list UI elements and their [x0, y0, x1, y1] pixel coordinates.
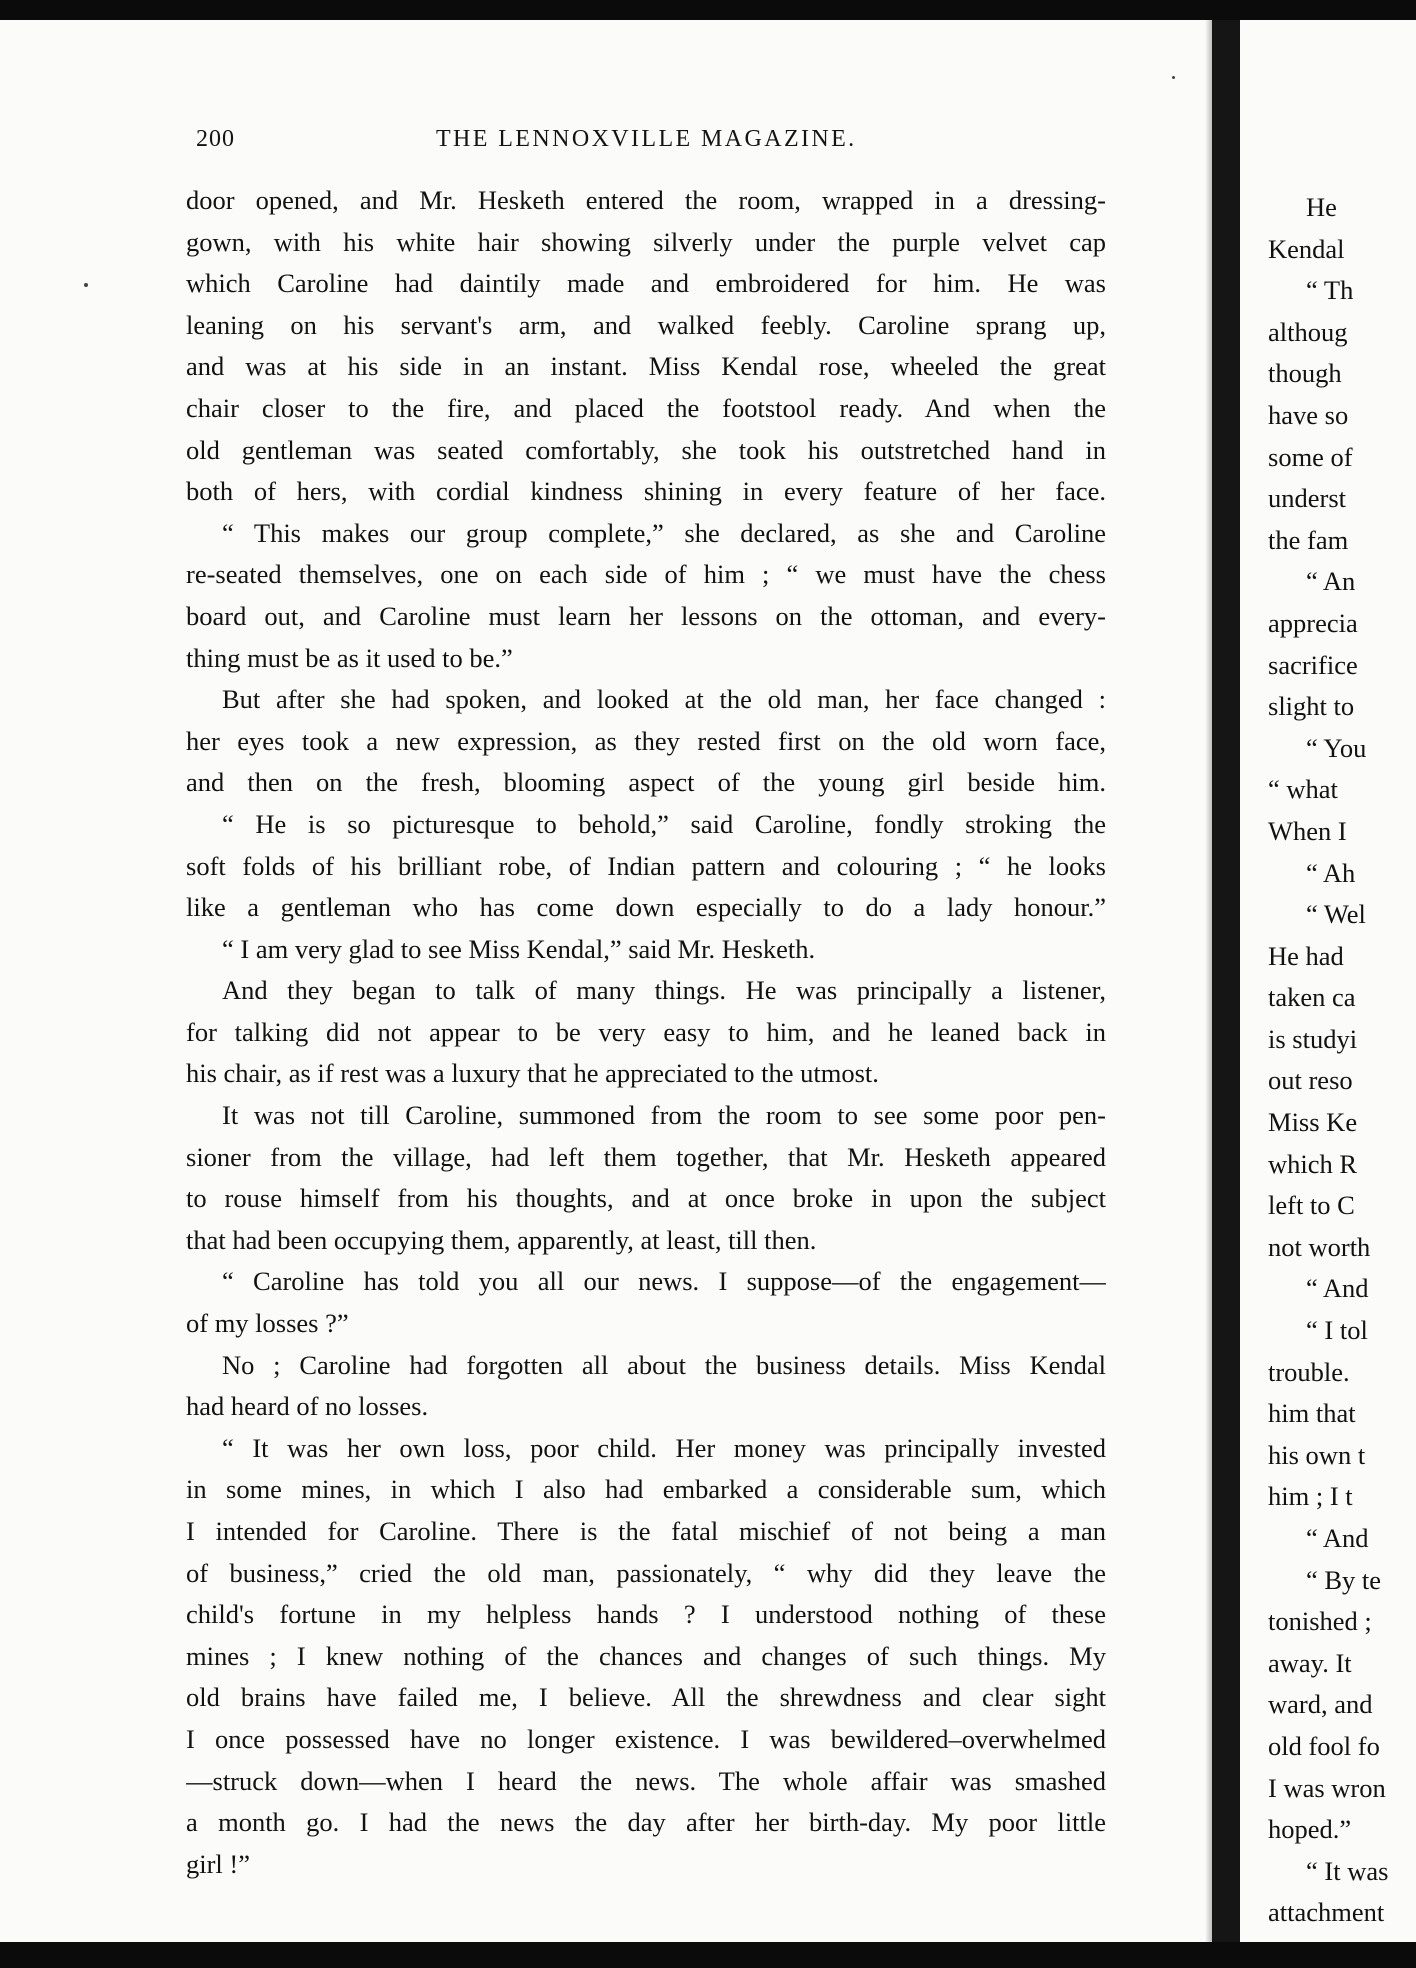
- fragment-line: “ By te: [1306, 1564, 1382, 1595]
- fragment-line: underst: [1268, 483, 1347, 514]
- text-line: like a gentleman who has come down especially to do a lady honour.”: [186, 892, 1106, 923]
- text-line: his chair, as if rest was a luxury that he appreciated to the utmost.: [186, 1058, 879, 1089]
- text-line: gown, with his white hair showing silverly under the purple velvet cap: [186, 226, 1106, 257]
- text-line: “ Caroline has told you all our news. I suppose—of the engagement—: [222, 1266, 1106, 1297]
- book-gutter: [1212, 20, 1240, 1942]
- text-line: to rouse himself from his thoughts, and at once broke in upon the subject: [186, 1183, 1106, 1214]
- fragment-line: his own t: [1268, 1439, 1366, 1470]
- text-line: But after she had spoken, and looked at the old man, her face changed :: [222, 684, 1106, 715]
- text-line: —struck down—when I heard the news. The whole affair was smashed: [186, 1765, 1106, 1796]
- text-line: which Caroline had daintily made and embroidered for him. He was: [186, 268, 1106, 299]
- fragment-line: “ You: [1306, 732, 1367, 763]
- fragment-line: He had: [1268, 940, 1344, 971]
- text-line: soft folds of his brilliant robe, of Indian pattern and colouring ; “ he looks: [186, 850, 1106, 881]
- fragment-line: the fam: [1268, 524, 1349, 555]
- fragment-line: “ Ah: [1306, 857, 1356, 888]
- right-page-text-fragments: [1268, 187, 1416, 1934]
- text-line: of business,” cried the old man, passionately, “ why did they leave the: [186, 1557, 1106, 1588]
- fragment-line: not worth: [1268, 1231, 1371, 1262]
- text-line: “ It was her own loss, poor child. Her money was principally invested: [222, 1432, 1106, 1463]
- fragment-line: left to C: [1268, 1190, 1355, 1221]
- text-line: for talking did not appear to be very easy to him, and he leaned back in: [186, 1016, 1106, 1047]
- text-line: And they began to talk of many things. He was principally a listener,: [222, 975, 1106, 1006]
- left-page-body-text: [186, 180, 1106, 1885]
- text-line: old gentleman was seated comfortably, she took his outstretched hand in: [186, 434, 1106, 465]
- text-line: chair closer to the fire, and placed the footstool ready. And when the: [186, 392, 1106, 423]
- fragment-line: attachment: [1268, 1897, 1385, 1928]
- fragment-line: old fool fo: [1268, 1730, 1380, 1761]
- scan-speck: [1172, 76, 1175, 79]
- text-line: old brains have failed me, I believe. All the shrewdness and clear sight: [186, 1682, 1106, 1713]
- fragment-line: apprecia: [1268, 607, 1358, 638]
- fragment-line: him that: [1268, 1398, 1356, 1429]
- text-line: “ This makes our group complete,” she declared, as she and Caroline: [222, 517, 1106, 548]
- magazine-title: THE LENNOXVILLE MAGAZINE.: [436, 126, 857, 152]
- fragment-line: “ Wel: [1306, 899, 1366, 930]
- fragment-line: which R: [1268, 1148, 1358, 1179]
- fragment-line: “ what: [1268, 774, 1338, 805]
- fragment-line: though: [1268, 358, 1342, 389]
- fragment-line: “ And: [1306, 1523, 1369, 1553]
- fragment-line: away. It: [1268, 1647, 1352, 1678]
- text-line: I intended for Caroline. There is the fatal mischief of not being a man: [186, 1516, 1106, 1546]
- fragment-line: He: [1306, 192, 1337, 222]
- fragment-line: out reso: [1268, 1065, 1353, 1096]
- fragment-line: him ; I t: [1268, 1481, 1353, 1512]
- fragment-line: “ Th: [1306, 275, 1354, 306]
- text-line: of my losses ?”: [186, 1308, 349, 1339]
- text-line: both of hers, with cordial kindness shining in every feature of her face.: [186, 476, 1106, 507]
- fragment-line: hoped.”: [1268, 1814, 1352, 1845]
- fragment-line: “ And: [1306, 1273, 1369, 1304]
- fragment-line: slight to: [1268, 691, 1355, 722]
- text-line: door opened, and Mr. Hesketh entered the room, wrapped in a dressing-: [186, 185, 1106, 215]
- fragment-line: “ It was: [1306, 1855, 1389, 1886]
- fragment-line: some of: [1268, 441, 1353, 472]
- page-number: 200: [196, 126, 235, 152]
- text-line: and was at his side in an instant. Miss Kendal rose, wheeled the great: [186, 351, 1106, 382]
- fragment-line: sacrifice: [1268, 649, 1358, 680]
- text-line: thing must be as it used to be.”: [186, 642, 513, 673]
- scan-speck: [84, 283, 88, 287]
- fragment-line: I was wron: [1268, 1772, 1386, 1803]
- running-head: [196, 120, 1096, 160]
- fragment-line: “ I tol: [1306, 1315, 1368, 1346]
- fragment-line: When I: [1268, 815, 1347, 846]
- text-line: her eyes took a new expression, as they rested first on the old worn face,: [186, 725, 1106, 756]
- text-line: a month go. I had the news the day after her birth-day. My poor little: [186, 1807, 1106, 1838]
- text-line: that had been occupying them, apparently, at least, till then.: [186, 1224, 817, 1255]
- fragment-line: Miss Ke: [1268, 1107, 1358, 1138]
- text-line: It was not till Caroline, summoned from the room to see some poor pen-: [222, 1100, 1106, 1131]
- fragment-line: ward, and: [1268, 1689, 1373, 1720]
- fragment-line: tonished ;: [1268, 1606, 1372, 1637]
- text-line: I once possessed have no longer existence. I was bewildered–overwhelmed: [186, 1723, 1106, 1754]
- fragment-line: is studyi: [1268, 1023, 1358, 1054]
- text-line: sioner from the village, had left them together, that Mr. Hesketh appeared: [186, 1141, 1106, 1172]
- text-line: mines ; I knew nothing of the chances and changes of such things. My: [186, 1640, 1106, 1671]
- fragment-line: trouble.: [1268, 1356, 1350, 1387]
- text-line: in some mines, in which I also had embarked a considerable sum, which: [186, 1474, 1106, 1505]
- scan-border-bottom: [0, 1942, 1416, 1968]
- text-line: “ I am very glad to see Miss Kendal,” said Mr. Hesketh.: [222, 933, 816, 964]
- text-line: child's fortune in my helpless hands ? I understood nothing of these: [186, 1599, 1106, 1630]
- fragment-line: have so: [1268, 399, 1349, 430]
- fragment-line: taken ca: [1268, 982, 1356, 1013]
- fragment-line: Kendal: [1268, 233, 1345, 264]
- text-line: leaning on his servant's arm, and walked feebly. Caroline sprang up,: [186, 309, 1106, 340]
- scan-border-top: [0, 0, 1416, 20]
- text-line: No ; Caroline had forgotten all about the business details. Miss Kendal: [222, 1349, 1106, 1380]
- text-line: “ He is so picturesque to behold,” said Caroline, fondly stroking the: [222, 808, 1106, 839]
- text-line: girl !”: [186, 1848, 251, 1879]
- text-line: had heard of no losses.: [186, 1391, 429, 1422]
- fragment-line: althoug: [1268, 316, 1348, 347]
- text-line: re-seated themselves, one on each side of him ; “ we must have the chess: [186, 559, 1106, 590]
- fragment-line: “ An: [1306, 566, 1356, 597]
- text-line: and then on the fresh, blooming aspect of the young girl beside him.: [186, 767, 1106, 798]
- text-line: board out, and Caroline must learn her lessons on the ottoman, and every-: [186, 600, 1106, 631]
